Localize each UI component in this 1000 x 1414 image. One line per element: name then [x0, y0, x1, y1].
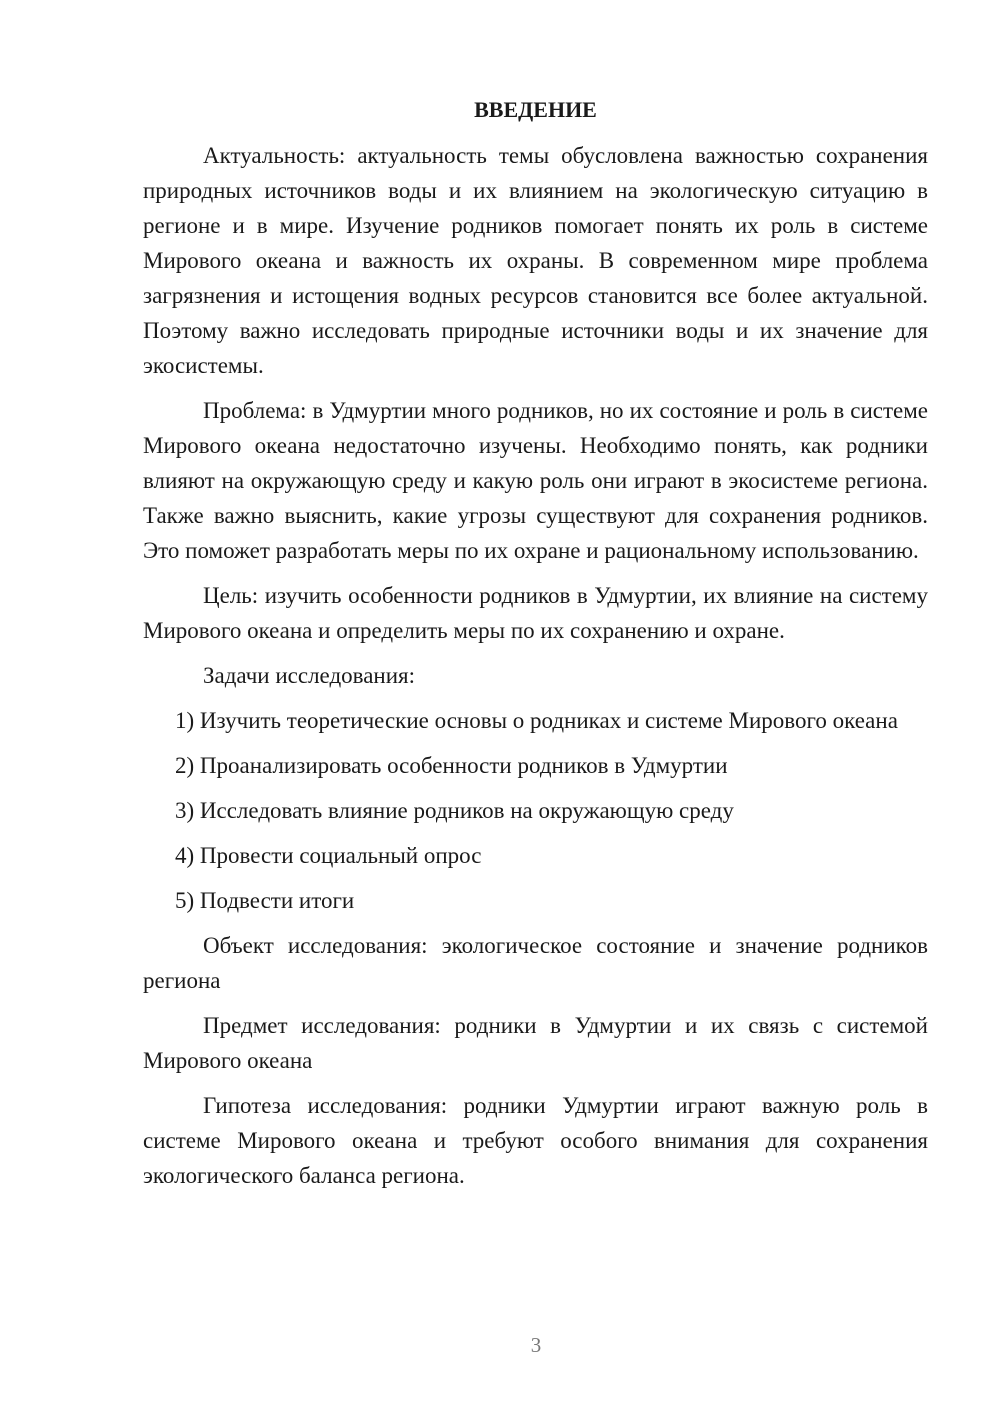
- task-item-4: 4) Провести социальный опрос: [175, 843, 482, 868]
- paragraph-relevance: Актуальность: актуальность темы обусловлена важностью сохранения природных источников воды и их влиянием на экологическую ситуацию в регионе и в мире. Изучение родников помогает понять их роль в системе Мирового океана и важность их охраны. В современном мире проблема загрязнения и истощения водных ресурсов становится все более актуальной. Поэтому важно исследовать природные источники воды и их значение для экосистемы.: [143, 143, 928, 378]
- paragraph-problem: Проблема: в Удмуртии много родников, но их состояние и роль в системе Мирового океана недостаточно изучены. Необходимо понять, как родники влияют на окружающую среду и какую роль они играют в экосистеме региона. Также важно выяснить, какие угрозы существуют для сохранения родников. Это поможет разработать меры по их охране и рациональному использованию.: [143, 398, 928, 563]
- paragraph-subject: Предмет исследования: родники в Удмуртии и их связь с системой Мирового океана: [143, 1013, 928, 1073]
- paragraph-goal: Цель: изучить особенности родников в Удмуртии, их влияние на систему Мирового океана и определить меры по их сохранению и охране.: [143, 583, 928, 643]
- page-number: 3: [530, 1333, 542, 1357]
- task-item-5: 5) Подвести итоги: [175, 888, 355, 913]
- task-item-1: 1) Изучить теоретические основы о родниках и системе Мирового океана: [175, 708, 898, 733]
- task-item-3: 3) Исследовать влияние родников на окружающую среду: [175, 798, 734, 823]
- page-title: ВВЕДЕНИЕ: [474, 97, 597, 122]
- paragraph-hypothesis: Гипотеза исследования: родники Удмуртии играют важную роль в системе Мирового океана и требуют особого внимания для сохранения экологического баланса региона.: [143, 1093, 928, 1188]
- task-item-2: 2) Проанализировать особенности родников в Удмуртии: [175, 753, 728, 778]
- page-content: [143, 96, 928, 1203]
- paragraph-object: Объект исследования: экологическое состояние и значение родников региона: [143, 933, 928, 993]
- tasks-heading: Задачи исследования:: [203, 663, 416, 688]
